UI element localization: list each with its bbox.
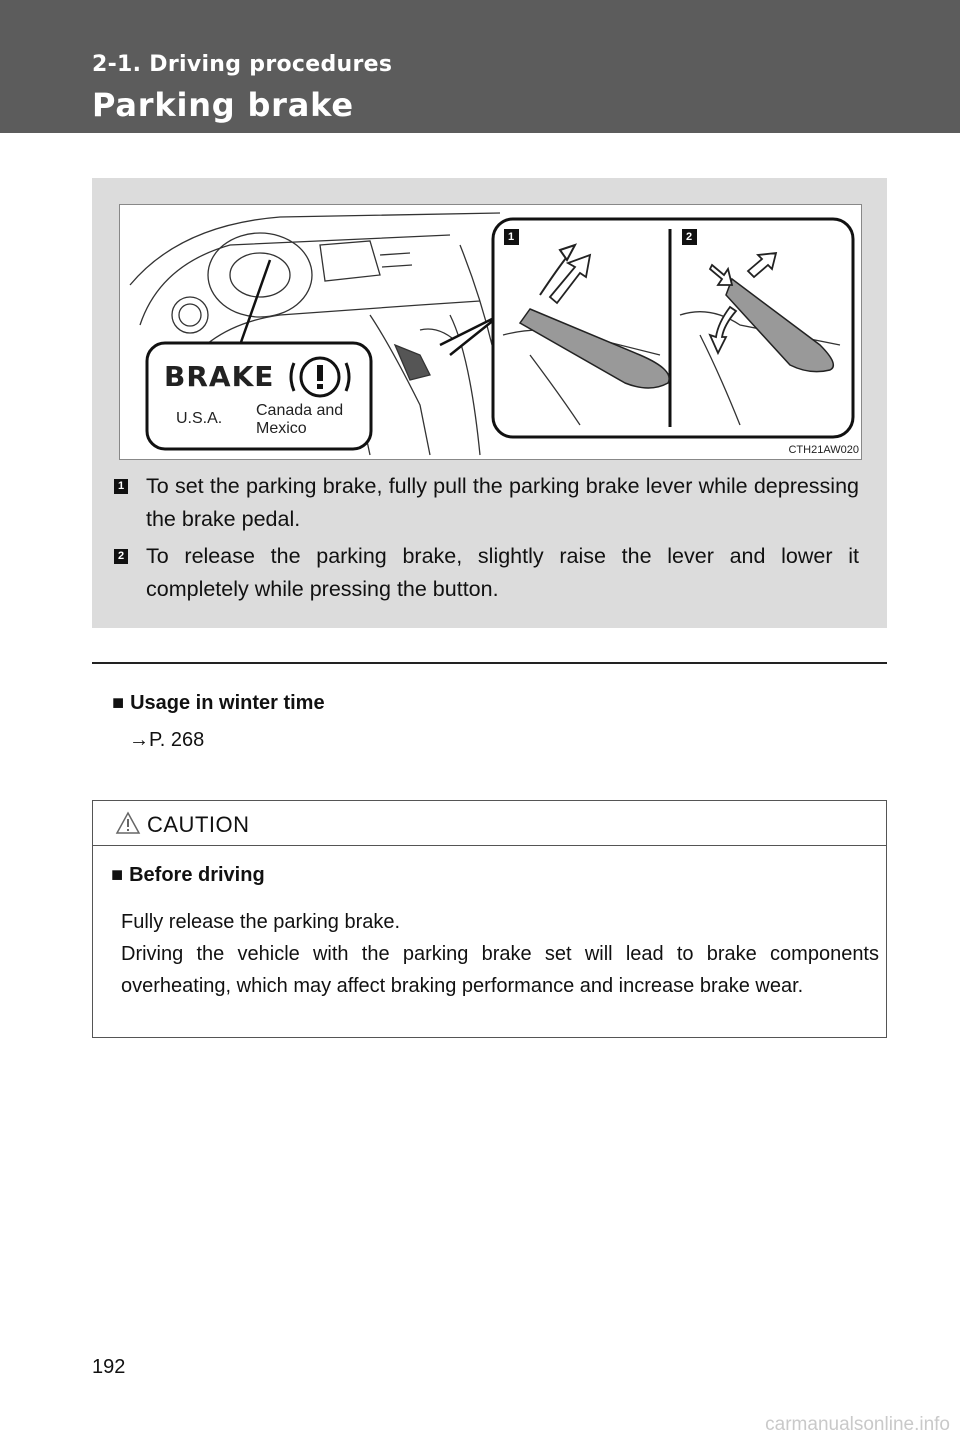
step-1	[114, 470, 859, 536]
usage-heading-text: Usage in winter time	[130, 692, 325, 714]
region-usa-label: U.S.A.	[176, 410, 223, 427]
usage-heading	[112, 692, 325, 715]
brake-indicator-text: BRAKE	[164, 360, 275, 393]
section-label: 2-1. Driving procedures	[92, 52, 393, 77]
step-2-marker: 2	[114, 549, 128, 564]
square-bullet-icon: ■	[112, 692, 125, 714]
step-1-text: To set the parking brake, fully pull the parking brake lever while depressing the brake pedal.	[146, 474, 859, 531]
caution-box	[92, 800, 887, 1038]
region-canada-label-line1: Canada and	[256, 402, 344, 419]
square-bullet-icon: ■	[111, 864, 124, 886]
caution-header	[93, 801, 886, 846]
parking-brake-illustration	[119, 204, 862, 460]
section-divider	[92, 662, 887, 664]
caution-title: CAUTION	[147, 812, 250, 837]
panel-marker-1: 1	[508, 231, 515, 243]
step-2-text: To release the parking brake, slightly raise the lever and lower it completely while pressing the button.	[146, 544, 859, 601]
watermark: carmanualsonline.info	[765, 1414, 950, 1435]
step-1-marker: 1	[114, 479, 128, 494]
figure-panel	[92, 178, 887, 628]
step-2	[114, 540, 859, 606]
caution-body-line2: Driving the vehicle with the parking brake set will lead to brake components overheating, which may affect braking performance and increase brake wear.	[121, 943, 879, 997]
figure-code: CTH21AW020	[788, 444, 859, 456]
region-canada-label-line2: Mexico	[256, 420, 307, 437]
warning-triangle-icon	[115, 811, 141, 835]
page-reference-link[interactable]: →P. 268	[129, 729, 205, 751]
caution-body	[121, 906, 879, 1002]
page-number: 192	[92, 1356, 126, 1378]
page-header	[0, 0, 960, 133]
illustration-drawing	[120, 205, 861, 459]
caution-body-line1: Fully release the parking brake.	[121, 911, 401, 933]
caution-heading-text: Before driving	[129, 864, 265, 886]
page-title: Parking brake	[92, 86, 354, 124]
panel-marker-2: 2	[686, 231, 693, 243]
caution-heading	[111, 864, 265, 887]
